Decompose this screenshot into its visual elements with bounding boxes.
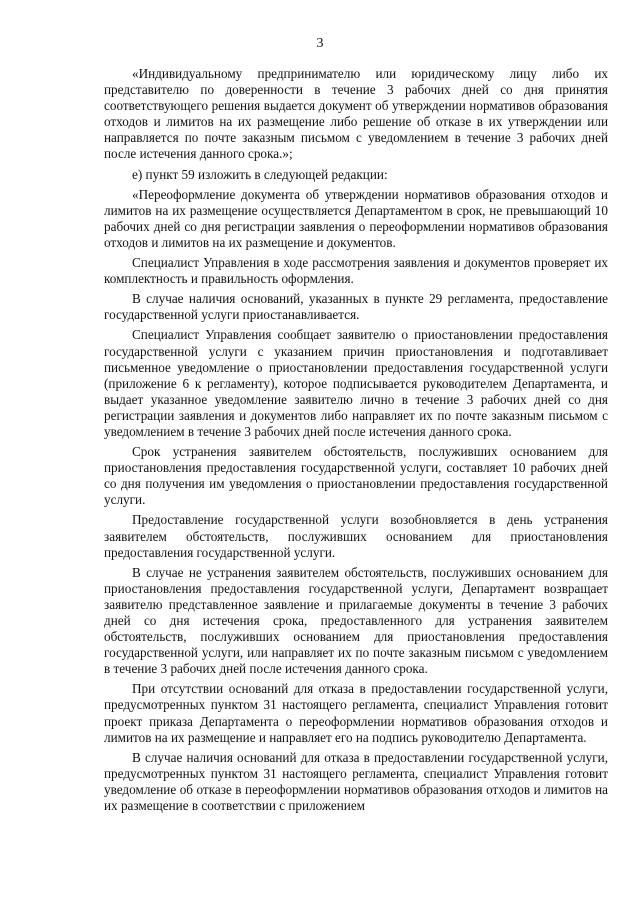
paragraph-resumption: Предоставление государственной услуги возобновляется в день устранения заявителем обстоятельств, послуживших основанием для приостановления предоставления государственной услуги. (104, 512, 608, 560)
paragraph-elimination-term: Срок устранения заявителем обстоятельств, послуживших основанием для приостановления предоставления государственной услуги, составляет 10 рабочих дней со дня получения им уведомления о приостановлении предоставления государственной услуги. (104, 444, 608, 508)
paragraph-specialist-check: Специалист Управления в ходе рассмотрения заявления и документов проверяет их комплектность и правильность оформления. (104, 255, 608, 287)
page-number: 3 (316, 36, 324, 51)
document-body (104, 66, 608, 818)
paragraph-reissue-term: «Переоформление документа об утверждении нормативов образования отходов и лимитов на их размещение осуществляется Департаментом в срок, не превышающий 10 рабочих дней со дня регистрации заявления о переоформлении нормативов образования отходов и лимитов на их размещение и документов. (104, 186, 608, 250)
paragraph-suspension-grounds: В случае наличия оснований, указанных в пункте 29 регламента, предоставление государственной услуги приостанавливается. (104, 291, 608, 323)
paragraph-suspension-notice: Специалист Управления сообщает заявителю о приостановлении предоставления государственной услуги с указанием причин приостановления и подготавливает письменное уведомление о приостановлении предоставления государственной услуги (приложение 6 к регламенту), которое подписывается руководителем Департамента, и выдает указанное уведомление заявителю лично в течение 3 рабочих дней со дня регистрации заявления и документов либо направляет их по почте заказным письмом с уведомлением в течение 3 рабочих дней после истечения данного срока. (104, 327, 608, 439)
paragraph-return-documents: В случае не устранения заявителем обстоятельств, послуживших основанием для приостановления предоставления государственной услуги, Департамент возвращает заявителю представленное заявление и прилагаемые документы в течение 3 рабочих дней со дня истечения срока, предоставленного для устранения заявителем обстоятельств, послуживших основанием для приостановления предоставления государственной услуги, или направляет их по почте заказным письмом с уведомлением в течение 3 рабочих дней после истечения данного срока. (104, 564, 608, 677)
paragraph-refusal-notice: В случае наличия оснований для отказа в предоставлении государственной услуги, предусмотренных пунктом 31 настоящего регламента, специалист Управления готовит уведомление об отказе в переоформлении нормативов образования отходов и лимитов на их размещение в соответствии с приложением (104, 749, 608, 814)
paragraph-draft-order: При отсутствии оснований для отказа в предоставлении государственной услуги, предусмотренных пунктом 31 настоящего регламента, специалист Управления готовит проект приказа Департамента о переоформлении нормативов образования отходов и лимитов на их размещение и направляет его на подпись руководителю Департамента. (104, 681, 608, 745)
paragraph-issue-document: «Индивидуальному предпринимателю или юридическому лицу либо их представителю по доверенности в течение 3 рабочих дней со дня принятия соответствующего решения выдается документ об утверждении нормативов образования отходов и лимитов на их размещение либо решение об отказе в их утверждении или направляется по почте заказным письмом с уведомлением в течение 3 рабочих дней после истечения данного срока.»; (104, 66, 608, 162)
paragraph-item-59-intro: е) пункт 59 изложить в следующей редакции: (132, 166, 388, 182)
